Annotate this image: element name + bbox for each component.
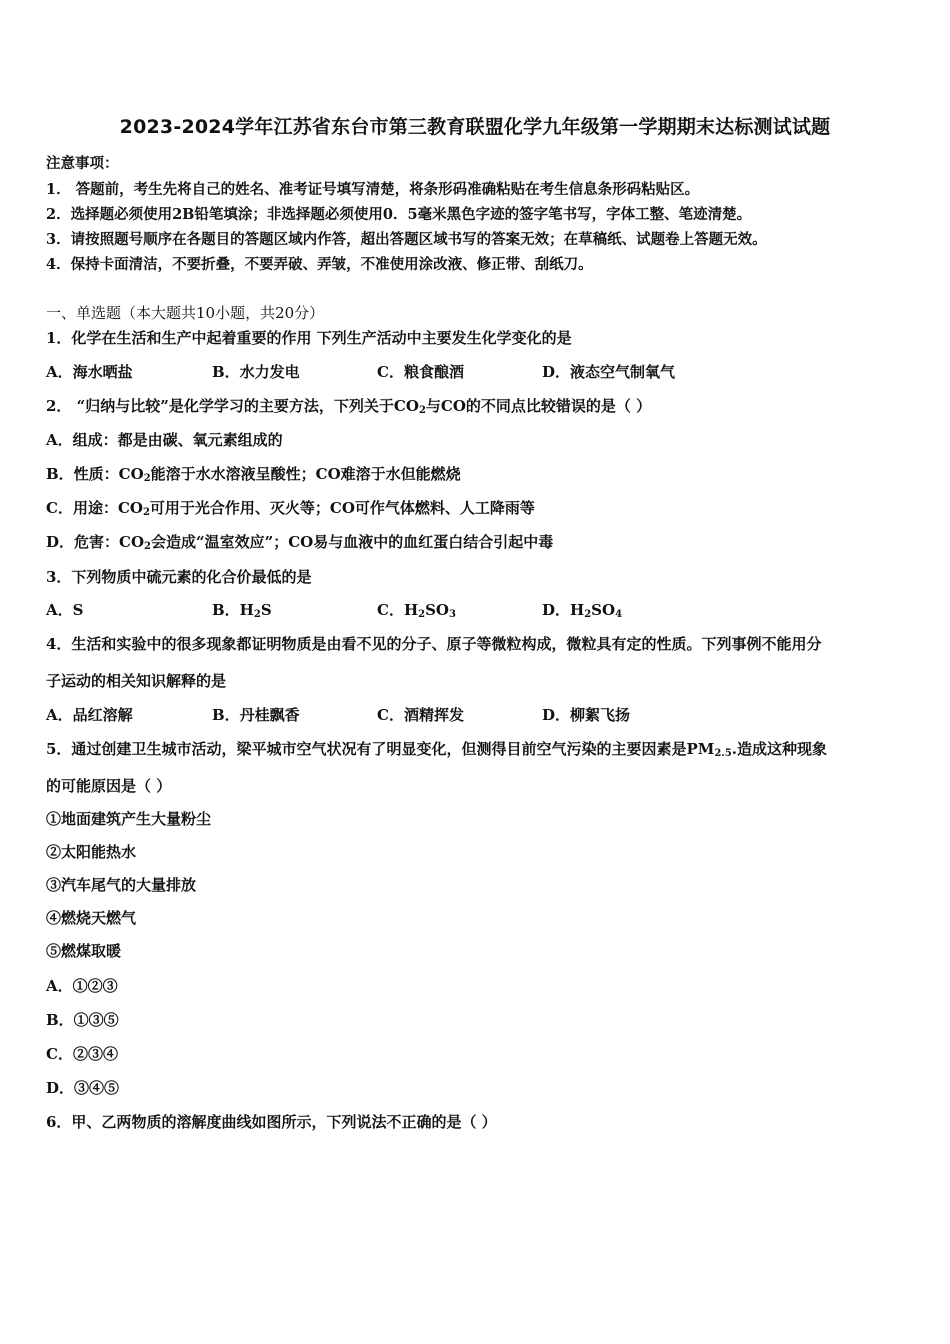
- notice-item: 3．请按照题号顺序在各题目的答题区域内作答，超出答题区域书写的答案无效；在草稿纸、试题卷上答题无效。: [46, 231, 767, 248]
- option-text: 能溶于水水溶液呈酸性；CO难溶于水但能燃烧: [150, 465, 461, 483]
- subscript: 2: [253, 609, 261, 620]
- stem-text: .造成这种现象: [731, 740, 827, 758]
- subscript: 2.5: [714, 748, 732, 759]
- option-text: D．H: [542, 601, 585, 619]
- option-text: C．H: [377, 601, 419, 619]
- option-text: D．危害：CO: [46, 533, 145, 551]
- page-title: 2023-2024学年江苏省东台市第三教育联盟化学九年级第一学期期末达标测试试题: [119, 116, 831, 138]
- option-text: C．用途：CO: [46, 499, 143, 517]
- question-4-option-d: D．柳絮飞扬: [542, 706, 631, 724]
- question-2-stem: [46, 395, 651, 416]
- question-4-option-a: A．品红溶解: [46, 706, 133, 724]
- notice-item: 2．选择题必须使用2B铅笔填涂；非选择题必须使用0．5毫米黑色字迹的签字笔书写，字体工整、笔迹清楚。: [46, 206, 752, 223]
- question-4-option-c: C．酒精挥发: [377, 706, 464, 724]
- subscript: 4: [615, 609, 623, 620]
- question-5-item: ③汽车尾气的大量排放: [46, 876, 197, 894]
- question-5-item: ⑤燃煤取暖: [46, 942, 122, 960]
- question-5-item: ④燃烧天燃气: [46, 909, 137, 927]
- question-2-option-d: [46, 531, 553, 552]
- option-text: 会造成“温室效应”；CO易与血液中的血红蛋白结合引起中毒: [150, 533, 554, 551]
- question-2-option-a: A．组成：都是由碳、氧元素组成的: [46, 431, 283, 449]
- question-4-stem-line-1: 4．生活和实验中的很多现象都证明物质是由看不见的分子、原子等微粒构成，微粒具有定的性质。下列事例不能用分: [46, 635, 822, 653]
- question-3-option-d: [542, 599, 622, 620]
- notice-item: 1． 答题前，考生先将自己的姓名、准考证号填写清楚，将条形码准确粘贴在考生信息条形码粘贴区。: [46, 181, 700, 198]
- question-3-option-b: [212, 599, 272, 620]
- question-4-option-b: B．丹桂飘香: [212, 706, 300, 724]
- subscript: 3: [449, 609, 456, 620]
- question-5-item: ②太阳能热水: [46, 843, 137, 861]
- option-text: B．H: [212, 601, 254, 619]
- option-text: B．性质：CO: [46, 465, 144, 483]
- question-1-option-c: C．粮食酿酒: [377, 363, 464, 381]
- option-text: SO: [425, 601, 449, 619]
- question-1-option-b: B．水力发电: [212, 363, 300, 381]
- question-1-stem: 1．化学在生活和生产中起着重要的作用 下列生产活动中主要发生化学变化的是: [46, 329, 572, 347]
- question-5-option-a: A．①②③: [46, 977, 118, 995]
- notice-item: 4．保持卡面清洁，不要折叠，不要弄破、弄皱，不准使用涂改液、修正带、刮纸刀。: [46, 256, 593, 273]
- subscript: 2: [418, 609, 426, 620]
- subscript: 2: [584, 609, 592, 620]
- question-3-stem: 3．下列物质中硫元素的化合价最低的是: [46, 568, 312, 586]
- question-2-stem-a: 2． “归纳与比较”是化学学习的主要方法，下列关于CO: [46, 397, 419, 415]
- option-text: 可用于光合作用、灭火等；CO可作气体燃料、人工降雨等: [149, 499, 535, 517]
- question-2-option-c: [46, 497, 535, 518]
- question-1-option-d: D．液态空气制氧气: [542, 363, 676, 381]
- question-5-stem-line-2: 的可能原因是（ ）: [46, 777, 172, 795]
- option-text: SO: [591, 601, 616, 619]
- question-5-option-b: B．①③⑤: [46, 1011, 119, 1029]
- question-1-option-a: A．海水晒盐: [46, 363, 133, 381]
- option-text: S: [260, 601, 272, 619]
- notice-heading: 注意事项：: [46, 155, 119, 172]
- subscript: 2: [143, 473, 151, 484]
- question-5-item: ①地面建筑产生大量粉尘: [46, 810, 212, 828]
- stem-text: 5．通过创建卫生城市活动，梁平城市空气状况有了明显变化，但测得目前空气污染的主要因素是PM: [46, 740, 715, 758]
- question-3-option-a: A．S: [46, 601, 84, 619]
- subscript: 2: [144, 541, 151, 552]
- question-6-stem: 6．甲、乙两物质的溶解度曲线如图所示，下列说法不正确的是（ ）: [46, 1113, 497, 1131]
- question-5-option-c: C．②③④: [46, 1045, 118, 1063]
- subscript: 2: [418, 405, 426, 416]
- question-5-stem-line-1: [46, 738, 827, 759]
- question-3-option-c: [377, 599, 456, 620]
- question-5-option-d: D．③④⑤: [46, 1079, 120, 1097]
- subscript: 2: [142, 507, 150, 518]
- question-4-stem-line-2: 子运动的相关知识解释的是: [46, 672, 227, 690]
- section-heading: 一、单选题（本大题共10小题，共20分）: [46, 304, 325, 322]
- question-2-stem-b: 与CO的不同点比较错误的是（ ）: [425, 397, 652, 415]
- question-2-option-b: [46, 463, 461, 484]
